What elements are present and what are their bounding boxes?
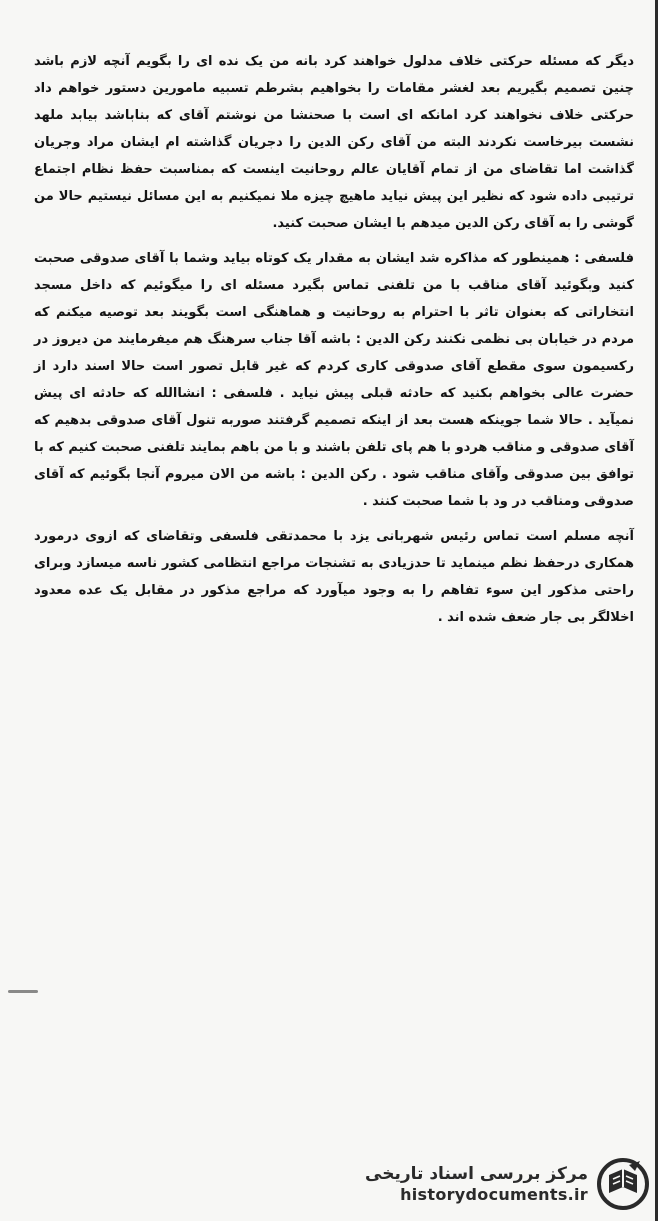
watermark-title: مرکز بررسی اسناد تاریخی: [365, 1164, 588, 1184]
paragraph-1: دیگر که مسئله حرکتی خلاف مدلول خواهند کرد بانه من یک نده ای را بگویم آنچه لازم باشد چنین تصمیم بگیریم بعد لغشر مقامات را بخواهیم بشرطم تسبیه مامورین دستور خواهم داد حرکتی خلاف نخواهند کرد امانکه ای است با صحنشا من نوشتم آقای که بناباشد بیابد ملهد نشست بیرخاست نکردند البته من آقای رکن الدین را دجریان گذاشته ام ایشان مراد وجریان گذاشت اما تقاضای من از تمام آقایان عالم روحانیت اینست که بمناسبت حفظ نظام اجتماع ترتیبی داده شود که نظیر این پیش نیاید ماهیچ چیزه ملا نمیکنیم به این مسائل نیستیم حالا من گوشی را به آقای رکن الدین میدهم با ایشان صحبت کنید.: [34, 54, 634, 231]
ink-smudge-mark: [8, 990, 38, 993]
watermark-text: [360, 1163, 596, 1205]
book-quill-logo-icon: [596, 1157, 650, 1211]
paragraph-2: فلسفی : همینطور که مذاکره شد ایشان به مقدار یک کوتاه بیاید وشما با آقای صدوقی صحبت کنید وبگوئید آقای مناقب با من تلفنی تماس بگیرد مسئله ای را میگوئیم که داخل مسجد انتخاراتی که بعنوان تاثر با احترام به روحانیت و هماهنگی است بگویند بعد توصیه میکنم که مردم در خیابان بی نظمی نکنند رکن الدین : باشه آقا جناب سرهنگ هم میفرمایند من دیروز در رکسیمون سوی مقطع آقای صدوقی کاری کردم که غیر قابل تصور است حالا اسند دارد از حضرت عالی بخواهم بکنید که حادثه قبلی پیش نیاید . فلسفی : انشاالله که حادثه ای پیش نمیآید . حالا شما جوینکه هست بعد از اینکه تصمیم گرفتند صوربه تنول آقای صدوقی بدهیم که آقای صدوقی و مناقب هردو با هم پای تلفن باشند و با من باهم بمایند تلفنی صحبت کنیم که با توافق بین صدوقی وآقای مناقب شود . رکن الدین : باشه من الان میروم آنجا بگوئیم که آقای صدوقی ومناقب در ود با شما صحبت کنند .: [34, 251, 634, 509]
archive-watermark: [360, 1155, 650, 1213]
document-body: [34, 48, 634, 631]
paragraph-3: آنچه مسلم است تماس رئیس شهربانی یزد با محمدتقی فلسفی وتقاضای که ازوی درمورد همکاری درحفظ نظم مینماید تا حدزیادی به تشنجات مراجع انتظامی کشور ناسه میسازد وبرای راحتی مذکور این سوء تفاهم را به وجود میآورد که مراجع مذکور در مقابل یک عده معدود اخلالگر بی جار ضعف شده اند .: [34, 529, 634, 625]
watermark-url: historydocuments.ir: [400, 1185, 588, 1204]
